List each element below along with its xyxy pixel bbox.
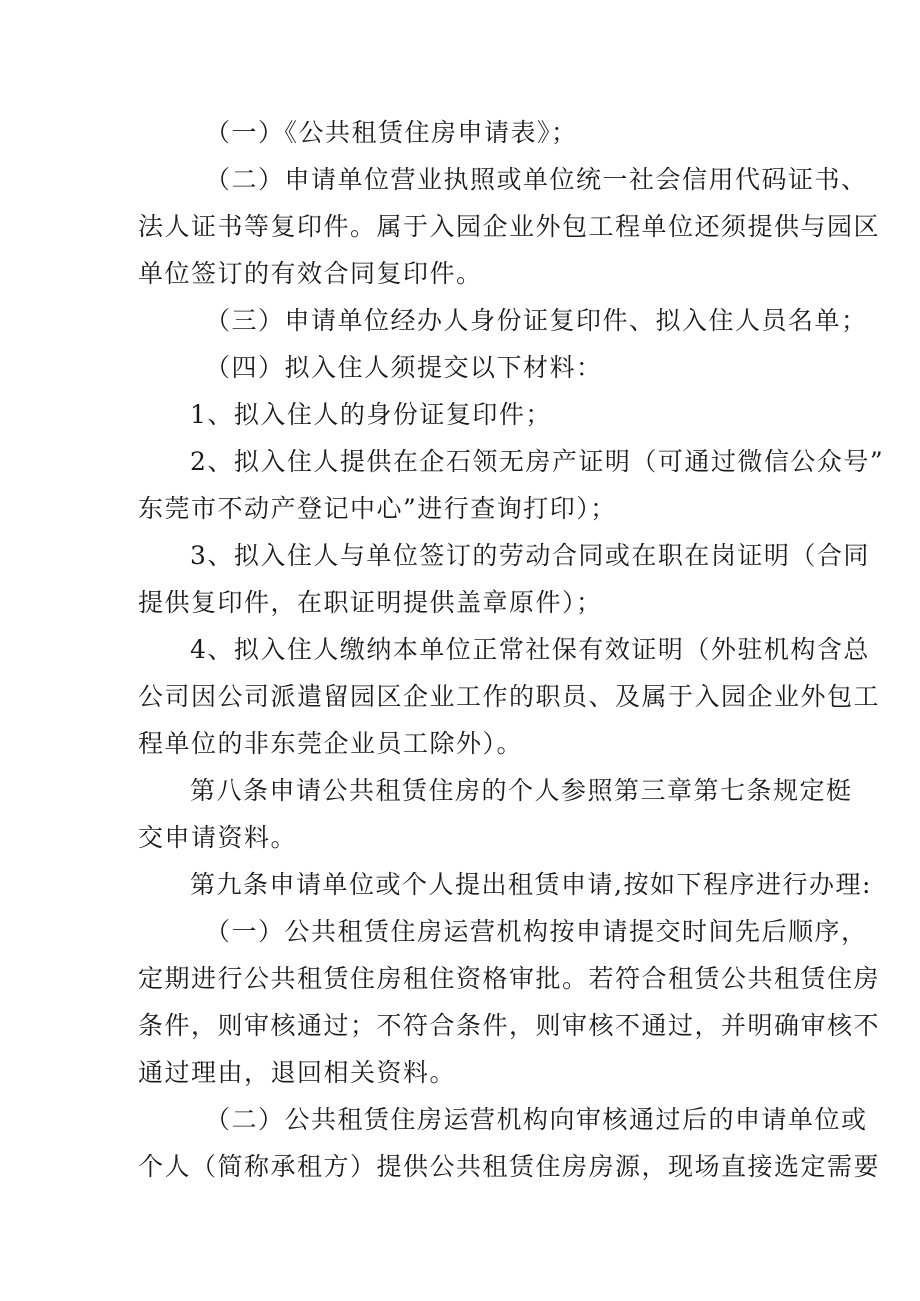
para-article-9: 第九条申请单位或个人提出租赁申请,按如下程序进行办理: xyxy=(190,870,872,899)
para-procedure-1-cont-1: 定期进行公共租赁住房租住资格审批。若符合租赁公共租赁住房 xyxy=(138,964,881,993)
para-material-2-cont: 东莞市不动产登记中心”进行查询打印）； xyxy=(138,494,617,523)
para-item-2-license-cont-2: 单位签订的有效合同复印件。 xyxy=(138,259,483,288)
para-procedure-2: （二）公共租赁住房运营机构向审核通过后的申请单位或 xyxy=(205,1105,868,1134)
para-procedure-2-cont: 个人（简称承租方）提供公共租赁住房房源，现场直接选定需要 xyxy=(138,1152,881,1181)
para-procedure-1: （一）公共租赁住房运营机构按申请提交时间先后顺序， xyxy=(205,917,868,946)
para-material-3-cont: 提供复印件，在职证明提供盖章原件）； xyxy=(138,588,603,617)
para-item-4-materials: （四）拟入住人须提交以下材料： xyxy=(205,353,603,382)
para-material-2: 2、拟入住人提供在企石领无房产证明（可通过微信公众号” xyxy=(190,447,885,476)
para-item-2-license-cont-1: 法人证书等复印件。属于入园企业外包工程单位还须提供与园区 xyxy=(138,212,881,241)
para-material-3: 3、拟入住人与单位签订的劳动合同或在职在岗证明（合同 xyxy=(190,541,870,570)
para-item-3-id: （三）申请单位经办人身份证复印件、拟入住人员名单； xyxy=(205,306,868,335)
para-material-4-cont-2: 程单位的非东莞企业员工除外）。 xyxy=(138,729,524,758)
para-material-4: 4、拟入住人缴纳本单位正常社保有效证明（外驻机构含总 xyxy=(190,635,870,664)
para-item-2-license: （二）申请单位营业执照或单位统一社会信用代码证书、 xyxy=(205,165,868,194)
para-article-8-cont: 交申请资料。 xyxy=(138,823,298,852)
para-material-4-cont-1: 公司因公司派遣留园区企业工作的职员、及属于入园企业外包工 xyxy=(138,682,881,711)
para-material-1: 1、拟入住人的身份证复印件； xyxy=(190,400,552,429)
para-item-1-form: （一）《公共租赁住房申请表》； xyxy=(205,118,578,147)
para-procedure-1-cont-2: 条件，则审核通过；不符合条件，则审核不通过，并明确审核不 xyxy=(138,1011,881,1040)
para-procedure-1-cont-3: 通过理由，退回相关资料。 xyxy=(138,1058,457,1087)
para-article-8: 第八条申请公共租赁住房的个人参照第三章第七条规定梃 xyxy=(190,776,853,805)
